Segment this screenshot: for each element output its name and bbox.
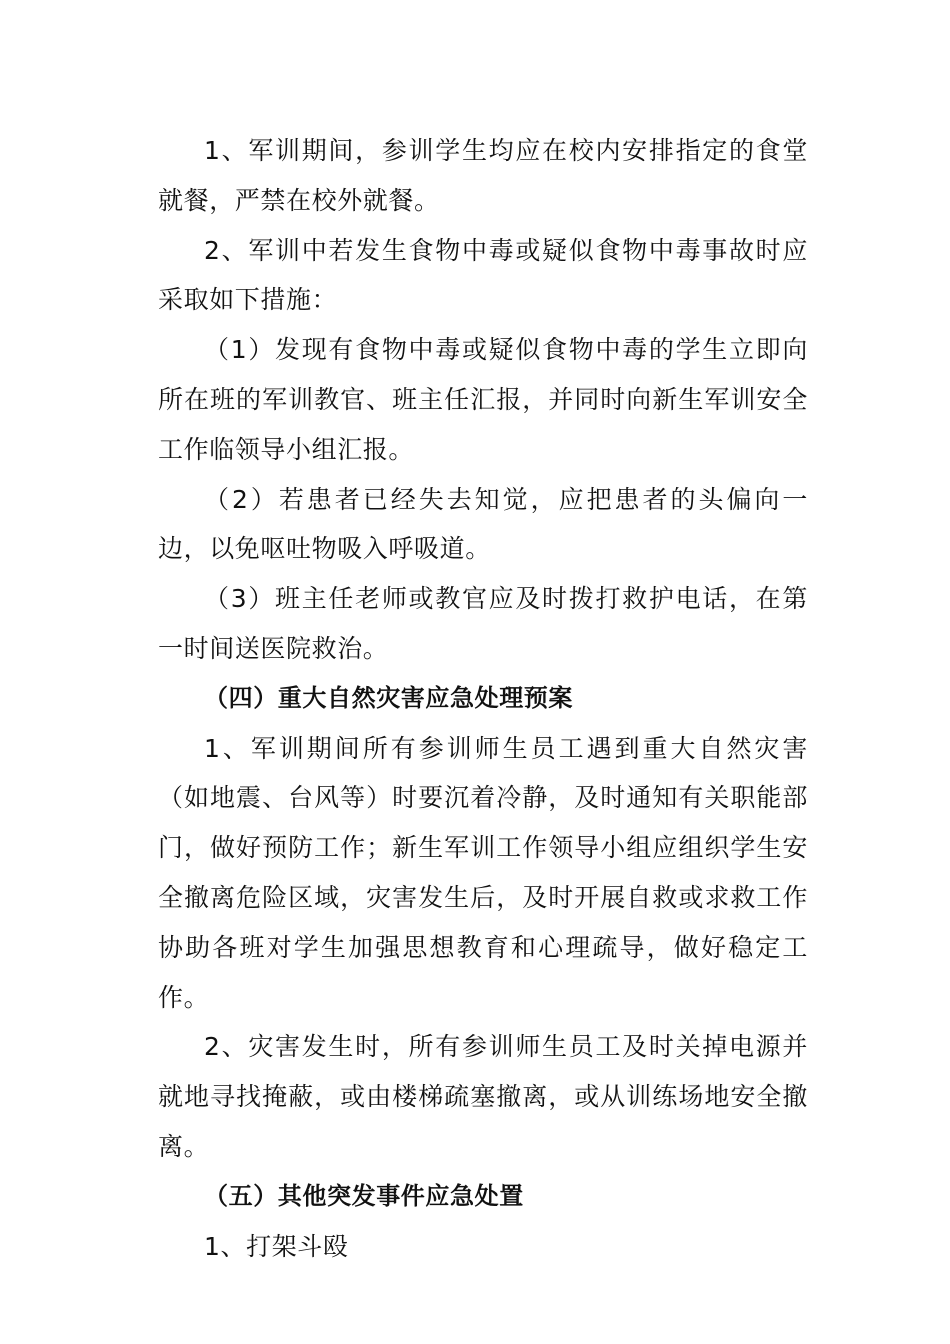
section-heading-other-emergencies: （五）其他突发事件应急处置	[204, 1181, 524, 1210]
section-heading-natural-disaster: （四）重大自然灾害应急处理预案	[204, 683, 573, 712]
paragraph-measure-3: （3）班主任老师或教官应及时拨打救护电话，在第一时间送医院救治。	[158, 584, 808, 663]
paragraph-measure-2: （2）若患者已经失去知觉，应把患者的头偏向一边，以免呕吐物吸入呼吸道。	[158, 484, 808, 564]
paragraph-canteen-dining: 1、军训期间，参训学生均应在校内安排指定的食堂就餐，严禁在校外就餐。	[158, 136, 808, 215]
paragraph-disaster-2: 2、灾害发生时，所有参训师生员工及时关掉电源并就地寻找掩蔽，或由楼梯疏塞撤离，或从训练场地安全撤离。	[158, 1032, 808, 1161]
document-body	[158, 126, 808, 1271]
paragraph-food-poisoning-measures: 2、军训中若发生食物中毒或疑似食物中毒事故时应采取如下措施：	[158, 235, 808, 315]
paragraph-disaster-1: 1、军训期间所有参训师生员工遇到重大自然灾害（如地震、台风等）时要沉着冷静，及时通知有关职能部门，做好预防工作；新生军训工作领导小组应组织学生安全撤离危险区域，灾害发生后，及时开展自救或求救工作协助各班对学生加强思想教育和心理疏导，做好稳定工作。	[158, 733, 808, 1012]
paragraph-measure-1: （1）发现有食物中毒或疑似食物中毒的学生立即向所在班的军训教官、班主任汇报，并同时向新生军训安全工作临领导小组汇报。	[158, 335, 808, 464]
paragraph-fighting: 1、打架斗殴	[204, 1231, 349, 1261]
